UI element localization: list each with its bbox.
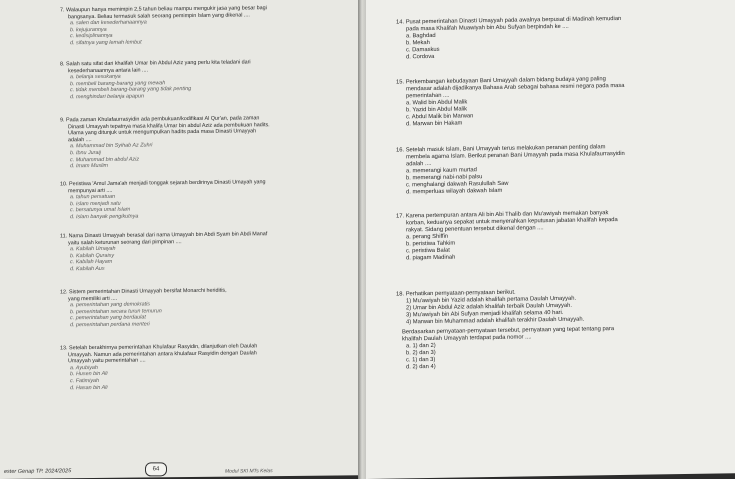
question-stem-line: mempunyai arti ....: [68, 187, 113, 194]
question-stem-line: Walaupun hanya memimpin 2,5 tahun beliau mampu mengukir jasa yang besar bagi: [66, 5, 267, 14]
question-number: 7.: [60, 7, 65, 14]
question-number: 12.: [60, 289, 68, 296]
option-a[interactable]: a. Ayubiyah: [70, 364, 98, 372]
left-page: [0, 0, 360, 479]
question-stem-line: pemerintahan ....: [406, 92, 450, 100]
question-stem-line: rakyat. Sidang penentuan tersebut dikenal dengan ....: [406, 225, 544, 234]
option-d[interactable]: d. Marwan bin Hakam: [406, 120, 463, 128]
option-d[interactable]: d. Cordova: [406, 53, 435, 61]
question-stem-line: yaitu salah keturunan seorang dari pimpinan ....: [68, 238, 182, 246]
question-stem-line: Setelah masuk Islam, Bani Umayyah terus melakukan peranan penting dalam: [405, 144, 606, 154]
option-d[interactable]: d. piagam Madinah: [406, 254, 456, 262]
question-10: [60, 179, 266, 221]
question-stem-line: Pada zaman Khulafaurrasyidin ada pembukuan/kodifikasi Al Qur'an, pada zaman: [66, 115, 260, 124]
question-number: 10.: [60, 181, 68, 188]
option-c[interactable]: c. tidak membeli barang-barang yang tidak penting: [70, 86, 192, 94]
option-b[interactable]: b. Mekah: [406, 39, 430, 47]
option-b[interactable]: b. membeli barang-barang yang mewah: [70, 80, 166, 88]
question-number: 9.: [60, 117, 65, 124]
option-a[interactable]: a. memerangi kaum murtad: [406, 167, 477, 175]
question-number: 15.: [396, 79, 405, 86]
question-stem-line: korban, keduanya sepakat untuk menyerahkan keputusan jabatan khalifah kepada: [406, 217, 618, 227]
option-a[interactable]: a. Kabilah Umayah: [70, 245, 116, 253]
question-stem-line: mendasar adalah dijadikanya Bahasa Arab sebagai bahasa resmi negara pada masa: [406, 82, 625, 93]
question-stem-line: Umayyah. Namun ada pemerintahan antara khulafaur Rasyidin dengan Daulah: [68, 349, 257, 358]
option-b[interactable]: b. 2) dan 3): [406, 349, 436, 357]
statement-2: 2) Umar bin Abdul Aziz adalah khalifah terbaik Daulah Umayyah.: [406, 302, 572, 312]
option-b[interactable]: b. Ibnu Juraij: [70, 149, 101, 157]
question-stem-line: yang memiliki arti ....: [68, 295, 118, 302]
question-stem-line: Umayyah yaitu pemerintahan ....: [68, 357, 146, 365]
question-number: 18.: [396, 291, 405, 298]
statement-3: 3) Mu'awiyah bin Abi Sufyan menjadi khalifah selama 40 hari.: [406, 309, 564, 319]
option-d[interactable]: d. Kabilah Aus: [70, 265, 105, 273]
question-stem-line: Peristiwa 'Amul Jama'ah menjadi tonggak sejarah berdirinya Dinasti Umayah yang: [69, 179, 266, 188]
option-b[interactable]: b. kejujurannya: [70, 26, 107, 34]
question-number: 13.: [60, 345, 68, 352]
option-a[interactable]: a. 1) dan 2): [406, 342, 436, 350]
question-17: [396, 210, 618, 262]
question-number: 14.: [396, 19, 405, 26]
question-stem-line: bangsanya. Beliau termasuk salah seorang pemimpin Islam yang dikenal ....: [68, 11, 250, 20]
question-number: 11.: [60, 233, 68, 240]
option-c[interactable]: c. Kabilah Hayam: [70, 259, 113, 266]
question-15: [396, 76, 625, 129]
footer-module-title: Modul SKI MTs Kelas: [225, 468, 273, 475]
question-stem-line: Salah satu sifat dari khalifah Umar bin Abdul Aziz yang perlu kita teladani dari: [66, 59, 251, 68]
option-b[interactable]: b. pemerintahan secara turun temurun: [70, 308, 162, 316]
question-18: [396, 288, 614, 371]
question-stem-line: Nama Dinasti Umayyah berasal dari nama Umayyah bin Abdi Syam bin Abdi Manaf: [68, 231, 268, 240]
question-stem-line: Berdasarkan pernyataan-pernyataan tersebut, pernyataan yang tepat tentang para: [402, 326, 615, 336]
page-number: 64: [145, 462, 167, 476]
option-a[interactable]: a. perang Shiffin: [406, 233, 449, 241]
option-c[interactable]: c. kedisiplinannya: [70, 33, 113, 40]
question-13: [60, 343, 257, 391]
option-a[interactable]: a. tahun persatuan: [70, 193, 115, 201]
question-stem-line: membela agama Islam. Berikut peranan Bani Umayyah pada masa Khulafaurrasyidin: [406, 150, 625, 161]
option-c[interactable]: c. pemerintahan yang berdaulat: [70, 314, 146, 322]
option-a[interactable]: a. Walid bin Abdul Malik: [406, 99, 468, 107]
question-stem-line: adalah ....: [406, 160, 432, 168]
option-d[interactable]: d. pemerintahan perdana menteri: [70, 321, 150, 329]
option-d[interactable]: d. Imam Muslim: [70, 163, 109, 170]
option-a[interactable]: a. belanja sesukanya: [70, 73, 121, 81]
question-8: [60, 59, 251, 101]
option-c[interactable]: c. Fatimiyah: [70, 377, 100, 385]
option-b[interactable]: b. Yazid bin Abdul Malik: [406, 106, 468, 114]
option-a[interactable]: a. Muhammad bin Syihab Az Zuhri: [70, 142, 153, 150]
question-stem-line: Pusat pemerintahan Dinasti Umayyah pada awalnya berpusat di Madinah kemudian: [405, 15, 622, 26]
option-c[interactable]: c. Abdul Malik bin Marwan: [406, 113, 474, 121]
question-9: [60, 115, 270, 170]
question-stem-line: Perkembangan kebudayaan Bani Umayyah dalam bidang budaya yang paling: [405, 76, 606, 86]
question-number: 8.: [60, 61, 65, 68]
right-page: [366, 0, 735, 479]
question-stem-line: Setelah berakhirnya pemerintahan Khulafaur Rasyidin, dilanjutkan oleh Daulah: [69, 343, 258, 352]
statement-4: 4) Marwan bin Muhammad adalah khalifah terakhir Daulah Umayyah.: [406, 316, 585, 326]
option-c[interactable]: c. bersatunya umat Islam: [70, 207, 131, 214]
question-7: [60, 5, 267, 47]
option-a[interactable]: a. salen dan kesederhanaannya: [70, 19, 147, 27]
option-b[interactable]: b. Kabilah Quraisy: [70, 252, 115, 260]
question-number: 16.: [396, 147, 405, 154]
question-12: [60, 288, 227, 329]
option-c[interactable]: c. 1) dan 3): [406, 356, 436, 364]
option-c[interactable]: c. Muhammad bin abdul Aziz: [70, 156, 140, 163]
footer-text: ester Genap TP. 2024/2025: [4, 468, 72, 475]
option-c[interactable]: c. Damaskus: [406, 46, 440, 54]
option-d[interactable]: d. Islam banyak pengikutnya: [70, 213, 139, 221]
question-stem-line: Sistem pemerintahan Dinasti Umayyah bersifat Monarchi heriditis,: [69, 287, 227, 296]
question-14: [396, 16, 621, 62]
option-b[interactable]: b. Husen bin Ali: [70, 371, 108, 378]
option-d[interactable]: d. menghindari belanja apapun: [70, 93, 145, 101]
statement-1: 1) Mu'awiyah bin Yazid adalah khalifah pertama Daulah Umayyah.: [406, 295, 577, 305]
question-stem-line: Dinasti Umayyah tepatnya masa khalifa Umar bin abdul Aziz ada pembukuan hadits.: [68, 121, 270, 130]
option-a[interactable]: a. pemerintahan yang demokratis: [70, 301, 151, 309]
option-d[interactable]: d. 2) dan 4): [406, 363, 436, 371]
question-stem-line: pada masa Khalifah Muawiyah bin Abu Sufyan berpindah ke ....: [406, 23, 569, 33]
question-number: 17.: [396, 213, 405, 220]
question-stem-line: khalifah Daulah Umayyah terdapat pada nomor ....: [402, 334, 532, 343]
option-c[interactable]: c. menghalangi dakwah Rasulullah Saw: [406, 180, 509, 189]
question-16: [396, 144, 625, 197]
question-stem-line: Karena pertempuran antara Ali bin Abi Thalib dan Mu'awiyah memakan banyak: [405, 210, 609, 220]
option-b[interactable]: b. memerangi nabi-nabi palsu: [406, 174, 483, 182]
question-11: [60, 231, 267, 273]
question-stem-line: Ulama yang ditunjuk untuk mengumpulkan hadits pada masa Dinasti Umayyah: [68, 128, 257, 137]
question-stem-line: adalah ....: [68, 136, 92, 144]
option-b[interactable]: b. islam menjadi satu: [70, 200, 121, 208]
option-a[interactable]: a. Baghdad: [406, 32, 436, 40]
option-d[interactable]: d. sifatnya yang lemah lembut: [70, 39, 142, 47]
question-stem-line: kesederhanaannya antara lain ....: [68, 67, 149, 74]
option-c[interactable]: c. peristiwa Balat: [406, 247, 450, 255]
option-b[interactable]: b. peristiwa Tahkim: [406, 240, 456, 248]
option-d[interactable]: d. memperluas wilayah dakwah Islam: [406, 187, 503, 196]
question-stem-line: Perhatikan pernyataan-pernyataan berikut.: [405, 289, 516, 298]
option-d[interactable]: d. Hasan bin Ali: [70, 384, 108, 391]
